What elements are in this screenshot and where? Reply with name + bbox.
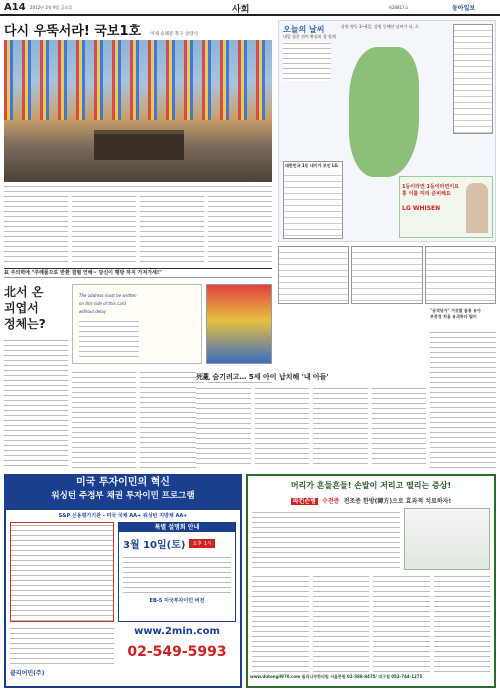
weather-section: [278, 20, 496, 242]
story2-sidebar-body: [430, 330, 496, 468]
phone-widget: [283, 161, 343, 239]
stamp-image: [206, 284, 272, 364]
postcard-line1: The address must be written: [79, 293, 137, 298]
city-temperature-table: [453, 24, 493, 134]
lead-subhead: 이제 숭례문 복구 상량식: [150, 32, 198, 37]
issue-date: 2012년 2월 9일 금요일: [30, 5, 73, 10]
feature-headline-line1: 北서 온: [4, 285, 44, 299]
ad1-seminar-box: [118, 522, 236, 622]
ad1-event-title: 특별 설명회 안내: [119, 523, 235, 532]
ad2-footer: www.dutongil970.com 둘리나무한의원 서울본원 02-588-8475/ 대구점 053-744-1275: [250, 674, 423, 679]
story2-headline: 死亂 숨기려고… 5세 아이 납치해 '내 아들': [196, 372, 496, 382]
lg-brand: LG WHISEN: [402, 205, 441, 212]
quote-bar: 표 주의력에 "주례품으로 반환 결렬 언해~ 당신이 행방 하지 가져가세!": [4, 268, 272, 278]
weather-date-line: 강원 영동 3~4일, 강원 동해안 날씨가 더, 로: [341, 24, 419, 29]
postcard-image: [72, 284, 202, 364]
ad1-event-date: 3월 10일(토): [123, 540, 186, 551]
postcard-line3: without delay: [79, 309, 107, 314]
ribbon-decoration: [4, 40, 272, 120]
ad1-contact-info: [10, 626, 114, 666]
page-number: A14: [4, 2, 26, 13]
lead-headline-block: [4, 20, 274, 39]
ad-model-photo: [466, 183, 488, 233]
story2-side-line1: "공격당가" 거짓말 들통 유아: [430, 308, 481, 313]
ad1-website[interactable]: www.2min.com: [134, 626, 220, 637]
story2-side-line2: 부작정 치용 유괴하다 덜미: [430, 314, 477, 319]
ad2-headline: 머리가 흔들흔들! 손발이 저리고 떨리는 증상!: [290, 481, 452, 490]
immigration-ad: [4, 474, 242, 688]
lg-ad-sub: 홍 이를 미리 준비해요: [402, 191, 451, 197]
phone-widget-title: 대한민국 1등 내이가 보인 LG: [285, 163, 338, 168]
ad1-event-time: 오후 1시: [189, 539, 214, 548]
postcard-handwriting: [79, 319, 139, 359]
lg-whisen-ad: [399, 176, 493, 238]
feature-headline-line3: 정체는?: [4, 317, 46, 331]
ad2-tremor: 수전증: [322, 498, 340, 505]
newspaper-name: 동아일보: [452, 5, 476, 12]
korea-map: [349, 47, 419, 177]
ad2-parkinson: 파킨슨병: [292, 498, 316, 505]
ad2-doctor-photo: [404, 508, 490, 570]
ad1-phone[interactable]: 02-549-5993: [127, 644, 227, 660]
weather-text: [283, 41, 331, 81]
ad2-tagline: [252, 496, 490, 505]
story2-sidebar-heading: [430, 308, 496, 328]
ad2-tagline-rest: 전조증 한방(韓方)으로 효과적 치료하자!: [343, 498, 452, 505]
weather-subtitle: 내일 징은 전이 확실히 할 할레: [283, 34, 336, 39]
lead-headline: 다시 우뚝서라! 국보1호: [4, 24, 142, 39]
issue-number: 제28817호: [388, 5, 409, 10]
ad2-intro: [252, 510, 400, 568]
feature-headline-line2: 괴엽서: [4, 301, 39, 315]
ad1-eb5: EB-5 미국투자이민 비전: [149, 598, 205, 604]
weather-title: 오늘의 날씨: [283, 25, 325, 34]
feature-body: [4, 338, 68, 468]
lead-photo: [4, 40, 272, 182]
gate-roof: [94, 130, 184, 160]
clinic-ad: [246, 474, 496, 688]
postcard-line2: on this side of this card: [79, 301, 126, 306]
ad1-headline2: 워싱턴 주정부 채권 투자이민 프로그램: [51, 491, 195, 501]
ad1-tagline: S&P 신용평가기관 - 미국 국채 AA+ 워싱턴 지방채 AA+: [58, 513, 188, 519]
story2-body-columns: [196, 386, 426, 468]
section-title: 사회: [232, 5, 250, 15]
ad1-headline1: 미국 투자이민의 혁신: [76, 477, 170, 488]
lg-ad-headline: 1등이라면 1등이라면이요: [402, 184, 459, 190]
immigration-ad-banner: [6, 476, 240, 510]
ad2-body-columns: [252, 574, 490, 672]
ad1-company: 클리어민(주): [10, 670, 45, 677]
ad1-details: [10, 522, 114, 622]
page-header: [0, 0, 500, 16]
lead-photo-caption: [4, 184, 272, 192]
weather-tables: [278, 246, 496, 304]
lead-body-columns: [4, 194, 272, 264]
